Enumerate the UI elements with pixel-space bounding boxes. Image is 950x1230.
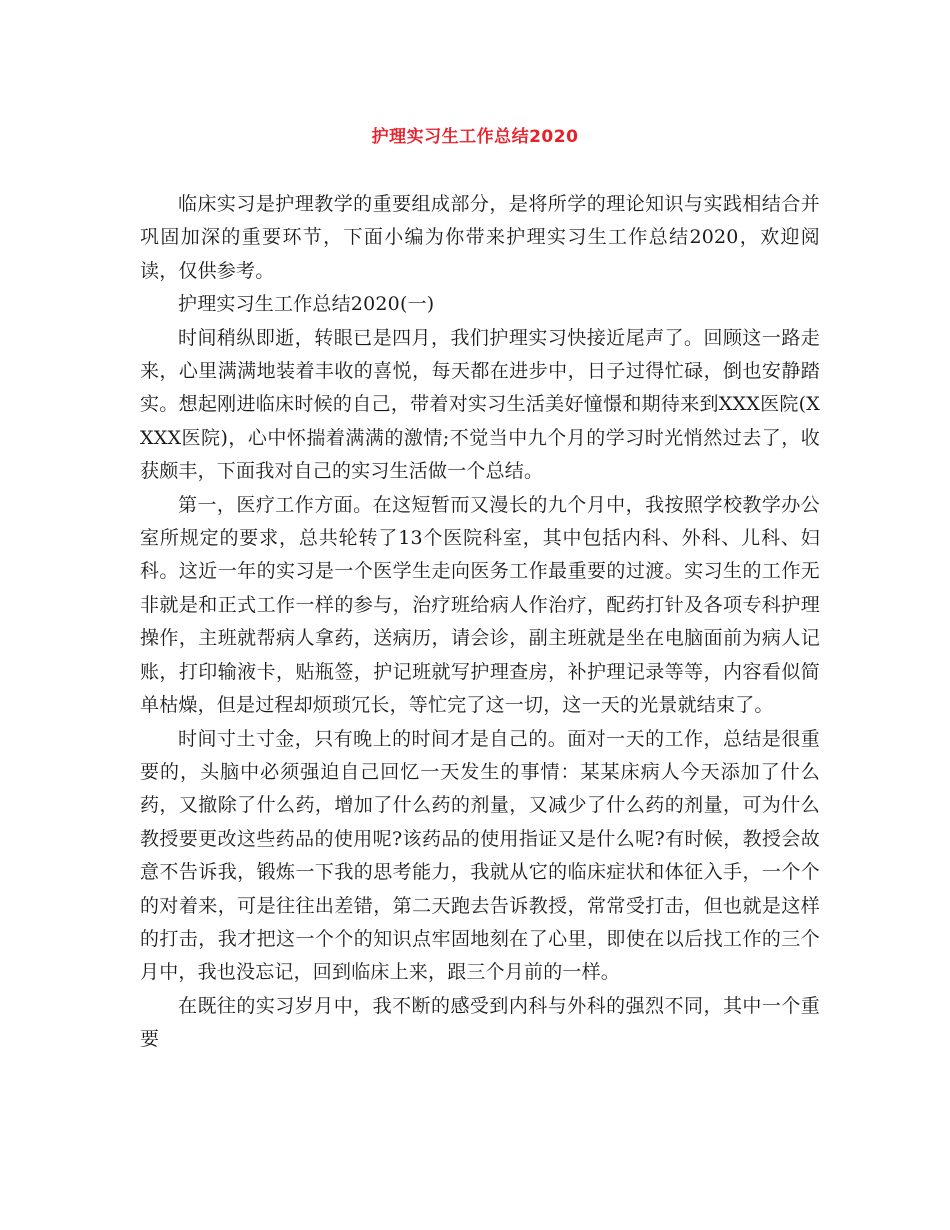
section-heading: 护理实习生工作总结2020(一): [178, 293, 435, 316]
document-body: [140, 188, 820, 1057]
paragraph: 在既往的实习岁月中，我不断的感受到内科与外科的强烈不同，其中一个重要: [140, 994, 820, 1051]
paragraph: 第一，医疗工作方面。在这短暂而又漫长的九个月中，我按照学校教学办公室所规定的要求，总共轮转了13个医院科室，其中包括内科、外科、儿科、妇科。这近一年的实习是一个医学生走向医务工作最重要的过渡。实习生的工作无非就是和正式工作一样的参与，治疗班给病人作治疗，配药打针及各项专科护理操作，主班就帮病人拿药，送病历，请会诊，副主班就是坐在电脑面前为病人记账，打印输液卡，贴瓶签，护记班就写护理查房，补护理记录等等，内容看似简单枯燥，但是过程却烦琐冗长，等忙完了这一切，这一天的光景就结束了。: [140, 493, 820, 717]
paragraph: 时间寸土寸金，只有晚上的时间才是自己的。面对一天的工作，总结是很重要的，头脑中必须强迫自己回忆一天发生的事情：某某床病人今天添加了什么药，又撤除了什么药，增加了什么药的剂量，又减少了什么药的剂量，可为什么教授要更改这些药品的使用呢?该药品的使用指证又是什么呢?有时候，教授会故意不告诉我，锻炼一下我的思考能力，我就从它的临床症状和体征入手，一个个的对着来，可是往往出差错，第二天跑去告诉教授，常常受打击，但也就是这样的打击，我才把这一个个的知识点牢固地刻在了心里，即使在以后找工作的三个月中，我也没忘记，回到临床上来，跟三个月前的一样。: [140, 727, 820, 984]
document-title: 护理实习生工作总结2020: [371, 127, 579, 147]
paragraph: 时间稍纵即逝，转眼已是四月，我们护理实习快接近尾声了。回顾这一路走来，心里满满地装着丰收的喜悦，每天都在进步中，日子过得忙碌，倒也安静踏实。想起刚进临床时候的自己，带着对实习生活美好憧憬和期待来到XXX医院(XXXX医院)，心中怀揣着满满的激情;不觉当中九个月的学习时光悄然过去了，收获颇丰，下面我对自己的实习生活做一个总结。: [140, 326, 820, 483]
paragraph-intro: 临床实习是护理教学的重要组成部分，是将所学的理论知识与实践相结合并巩固加深的重要环节，下面小编为你带来护理实习生工作总结2020，欢迎阅读，仅供参考。: [140, 193, 820, 282]
